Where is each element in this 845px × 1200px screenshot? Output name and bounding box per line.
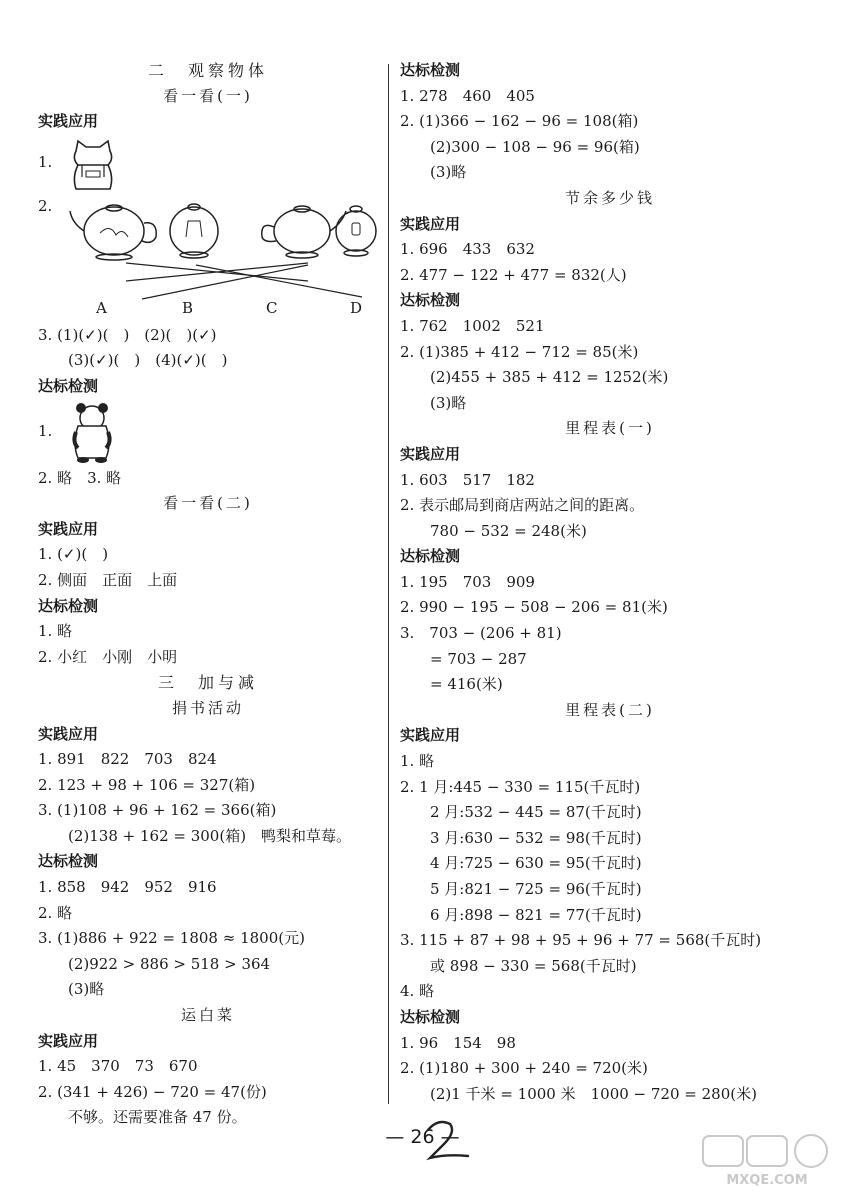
answer-line: 3. (1)(✓)( ) (2)( )(✓): [38, 325, 217, 344]
lesson-title: 运白菜: [180, 1006, 235, 1025]
answer-line: 2 月:532 − 445 = 87(千瓦时): [430, 803, 642, 822]
teapot-icon: [334, 193, 378, 263]
answer-line: 4. 略: [400, 982, 435, 1001]
answer-line: 1. 278 460 405: [400, 86, 535, 105]
option-label: A: [96, 298, 107, 317]
section-heading: 实践应用: [400, 214, 461, 233]
answer-line: 2. 侧面 正面 上面: [38, 570, 178, 589]
right-column: [400, 58, 820, 1107]
teapot-icon: [70, 205, 156, 260]
left-column: [38, 58, 378, 1131]
answer-line: = 703 − 287: [430, 649, 527, 668]
answer-line: 780 − 532 = 248(米): [430, 521, 587, 540]
answer-line: 2. (341 + 426) − 720 = 47(份): [38, 1082, 267, 1101]
answer-line: 1. 略: [400, 752, 435, 771]
column-divider: [388, 64, 389, 1104]
q1-label: 1.: [38, 152, 53, 171]
answer-line: 1. 195 703 909: [400, 572, 535, 591]
handwritten-mark-icon: [422, 1118, 472, 1162]
answer-line: (2)922 > 886 > 518 > 364: [68, 954, 271, 973]
lesson-title: 看一看(二): [163, 494, 253, 513]
lesson-title: 里程表(一): [565, 419, 655, 438]
lesson-title: 节余多少钱: [564, 188, 655, 207]
answer-line: 1. 696 433 632: [400, 240, 535, 259]
answer-line: 1. 45 370 73 670: [38, 1057, 198, 1076]
answer-line: 2. (1)180 + 300 + 240 = 720(米): [400, 1059, 648, 1078]
section-heading: 达标检测: [400, 61, 461, 79]
answer-line: (2)455 + 385 + 412 = 1252(米): [430, 368, 669, 387]
section-heading: 达标检测: [400, 291, 461, 310]
answer-line: (2)138 + 162 = 300(箱) 鸭梨和草莓。: [68, 826, 352, 845]
answer-line: 3. (1)886 + 922 = 1808 ≈ 1800(元): [38, 929, 305, 948]
section-heading: 实践应用: [400, 726, 461, 745]
watermark-text: MXQE.COM: [726, 1173, 808, 1188]
q1-figure: [38, 135, 378, 193]
answer-line: 3. 703 − (206 + 81): [400, 624, 562, 643]
answer-line: 2. 990 − 195 − 508 − 206 = 81(米): [400, 598, 668, 617]
answer-line: (2)1 千米 = 1000 米 1000 − 720 = 280(米): [430, 1084, 757, 1103]
answer-line: (2)300 − 108 − 96 = 96(箱): [430, 137, 640, 156]
answer-line: 6 月:898 − 821 = 77(千瓦时): [430, 905, 642, 924]
chapter-title: 二 观察物体: [147, 61, 268, 80]
watermark: [697, 1132, 837, 1194]
chapter-title: 三 加与减: [157, 673, 258, 693]
answer-line: 1. 891 822 703 824: [38, 750, 217, 769]
answer-line: (3)(✓)( ) (4)(✓)( ): [68, 351, 228, 370]
section-heading: 实践应用: [38, 519, 99, 538]
section-heading: 实践应用: [38, 112, 99, 131]
answer-line: 2. (1)366 − 162 − 96 = 108(箱): [400, 112, 639, 131]
t1-label: 1.: [38, 421, 53, 440]
section-heading: 实践应用: [38, 724, 99, 743]
answer-line: 4 月:725 − 630 = 95(千瓦时): [430, 854, 642, 873]
page-number: — 26 —: [385, 1126, 460, 1148]
section-heading: 达标检测: [38, 596, 99, 615]
answer-line: 1. 858 942 952 916: [38, 878, 217, 897]
answer-line: 2. 表示邮局到商店两站之间的距离。: [400, 496, 645, 515]
answer-line: 5 月:821 − 725 = 96(千瓦时): [430, 880, 642, 898]
section-heading: 达标检测: [400, 547, 461, 566]
answer-line: 不够。还需要准备 47 份。: [68, 1108, 247, 1127]
lesson-title: 看一看(一): [163, 86, 253, 105]
option-label: D: [350, 298, 363, 317]
q2-figure: [38, 193, 378, 323]
answer-line: 1. 略: [38, 622, 73, 641]
watermark-logo-icon: [697, 1132, 837, 1190]
panda-back-icon: [70, 402, 114, 464]
section-heading: 实践应用: [400, 444, 461, 463]
answer-line: 2. 小红 小刚 小明: [38, 647, 178, 666]
answer-line: 3. (1)108 + 96 + 162 = 366(箱): [38, 801, 277, 820]
section-heading: 实践应用: [38, 1031, 99, 1050]
cat-back-icon: [68, 137, 118, 191]
answer-line: = 416(米): [430, 675, 503, 694]
answer-line: 1. 762 1002 521: [400, 316, 545, 335]
answer-line: 1. 603 517 182: [400, 470, 535, 489]
section-heading: 达标检测: [38, 852, 99, 871]
answer-line: 2. 略: [38, 903, 73, 922]
teapot-matching-diagram: [66, 193, 378, 323]
answer-line: 3 月:630 − 532 = 98(千瓦时): [430, 828, 642, 847]
section-heading: 达标检测: [38, 376, 99, 395]
answer-line: (3)略: [68, 980, 105, 999]
lesson-title: 里程表(二): [565, 700, 655, 719]
answer-line: (3)略: [430, 393, 467, 412]
q2-label: 2.: [38, 196, 53, 215]
option-label: C: [266, 298, 278, 317]
option-label: B: [182, 298, 194, 317]
section-heading: 达标检测: [400, 1007, 461, 1026]
answer-line: 2. 1 月:445 − 330 = 115(千瓦时): [400, 777, 641, 796]
answer-line: 2. (1)385 + 412 − 712 = 85(米): [400, 342, 639, 361]
answer-line: 3. 115 + 87 + 98 + 95 + 96 + 77 = 568(千瓦时): [400, 931, 762, 950]
answer-line: 2. 477 − 122 + 477 = 832(人): [400, 265, 627, 284]
teapot-icon: [170, 204, 218, 258]
answer-line: 1. (✓)( ): [38, 545, 109, 564]
answer-line: (3)略: [430, 163, 467, 182]
answer-line: 2. 略 3. 略: [38, 468, 122, 487]
answer-line: 2. 123 + 98 + 106 = 327(箱): [38, 775, 256, 794]
answer-line: 1. 96 154 98: [400, 1033, 516, 1052]
t1-figure: [38, 400, 378, 466]
lesson-title: 捐书活动: [171, 698, 244, 717]
answer-line: 或 898 − 330 = 568(千瓦时): [430, 956, 637, 975]
